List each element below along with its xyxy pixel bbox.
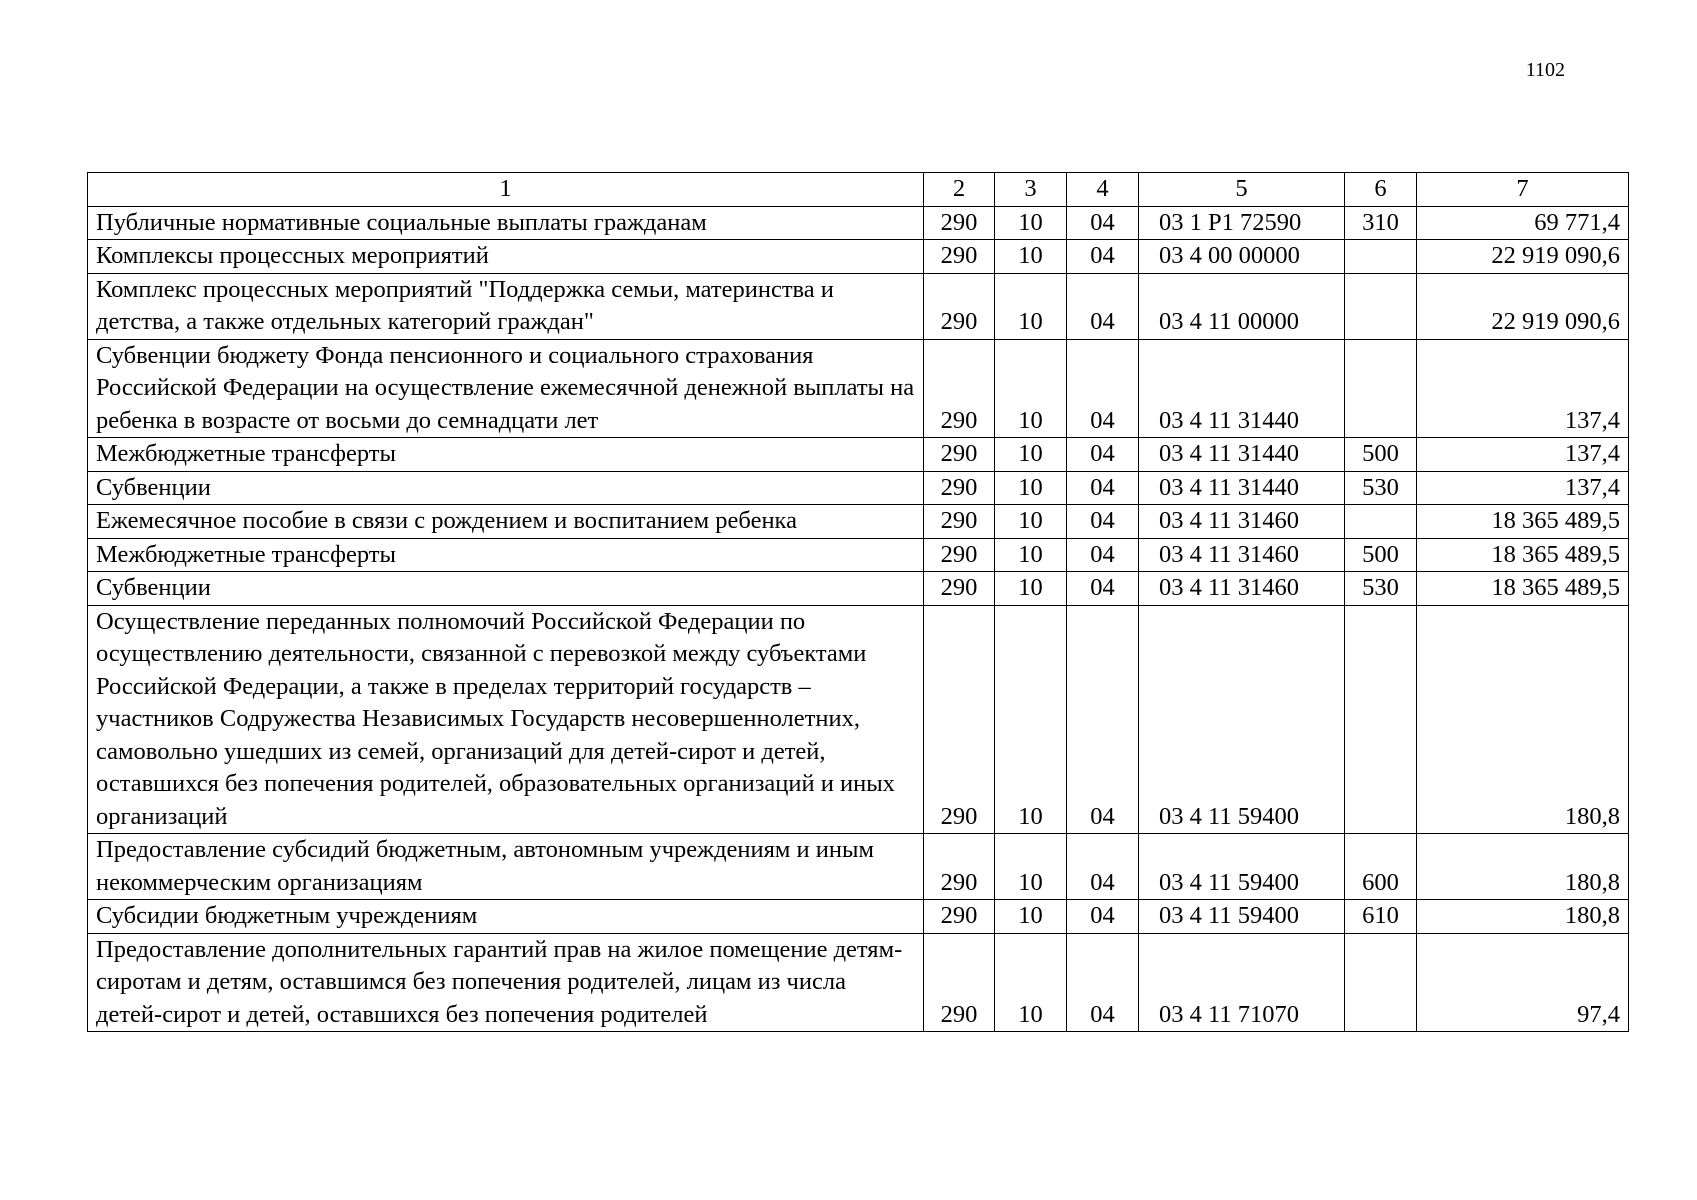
row-expense-type-cell <box>1345 240 1417 274</box>
row-ministry-code-cell: 290 <box>924 900 995 934</box>
row-name-cell: Публичные нормативные социальные выплаты гражданам <box>88 206 924 240</box>
table-row <box>88 572 1629 606</box>
header-row <box>88 173 1629 207</box>
row-ministry-code-cell: 290 <box>924 339 995 438</box>
page-number: 1102 <box>1525 59 1565 81</box>
row-section-code-cell: 10 <box>995 605 1067 834</box>
row-expense-type-cell <box>1345 273 1417 339</box>
row-subsection-code-cell: 04 <box>1067 505 1139 539</box>
row-section-code-cell: 10 <box>995 834 1067 900</box>
row-name-cell: Межбюджетные трансферты <box>88 538 924 572</box>
row-subsection-code-cell: 04 <box>1067 834 1139 900</box>
row-name-cell: Субсидии бюджетным учреждениям <box>88 900 924 934</box>
row-expense-type-cell: 500 <box>1345 438 1417 472</box>
row-name-cell: Межбюджетные трансферты <box>88 438 924 472</box>
row-name-cell: Ежемесячное пособие в связи с рождением и воспитанием ребенка <box>88 505 924 539</box>
row-subsection-code-cell: 04 <box>1067 538 1139 572</box>
row-ministry-code-cell: 290 <box>924 834 995 900</box>
row-target-article-cell: 03 4 11 31460 <box>1139 505 1345 539</box>
row-target-article-cell: 03 4 11 31460 <box>1139 538 1345 572</box>
table-row <box>88 605 1629 834</box>
row-ministry-code-cell: 290 <box>924 240 995 274</box>
row-expense-type-cell: 310 <box>1345 206 1417 240</box>
table-row <box>88 900 1629 934</box>
row-section-code-cell: 10 <box>995 900 1067 934</box>
table-row <box>88 538 1629 572</box>
column-header-5: 5 <box>1139 173 1345 207</box>
column-header-7: 7 <box>1417 173 1629 207</box>
row-amount-cell: 180,8 <box>1417 834 1629 900</box>
row-expense-type-cell <box>1345 339 1417 438</box>
row-target-article-cell: 03 4 11 00000 <box>1139 273 1345 339</box>
table-row <box>88 505 1629 539</box>
row-section-code-cell: 10 <box>995 538 1067 572</box>
row-name-cell: Предоставление дополнительных гарантий прав на жилое помещение детям-сиротам и детям, оставшимся без попечения родителей, лицам из числа детей-сирот и детей, оставшихся без попечения родителей <box>88 933 924 1032</box>
table-row <box>88 471 1629 505</box>
row-expense-type-cell: 530 <box>1345 572 1417 606</box>
row-section-code-cell: 10 <box>995 438 1067 472</box>
column-header-4: 4 <box>1067 173 1139 207</box>
row-ministry-code-cell: 290 <box>924 505 995 539</box>
row-expense-type-cell <box>1345 933 1417 1032</box>
row-name-cell: Субвенции <box>88 572 924 606</box>
row-ministry-code-cell: 290 <box>924 206 995 240</box>
row-section-code-cell: 10 <box>995 339 1067 438</box>
row-section-code-cell: 10 <box>995 572 1067 606</box>
row-name-cell: Субвенции <box>88 471 924 505</box>
table-row <box>88 206 1629 240</box>
row-name-cell: Комплексы процессных мероприятий <box>88 240 924 274</box>
row-subsection-code-cell: 04 <box>1067 206 1139 240</box>
column-header-2: 2 <box>924 173 995 207</box>
row-target-article-cell: 03 4 11 59400 <box>1139 834 1345 900</box>
row-target-article-cell: 03 4 11 31440 <box>1139 339 1345 438</box>
row-section-code-cell: 10 <box>995 505 1067 539</box>
column-header-1: 1 <box>88 173 924 207</box>
row-expense-type-cell: 600 <box>1345 834 1417 900</box>
row-target-article-cell: 03 4 00 00000 <box>1139 240 1345 274</box>
budget-table <box>87 172 1629 1032</box>
row-section-code-cell: 10 <box>995 240 1067 274</box>
row-ministry-code-cell: 290 <box>924 438 995 472</box>
row-subsection-code-cell: 04 <box>1067 471 1139 505</box>
row-amount-cell: 180,8 <box>1417 605 1629 834</box>
row-amount-cell: 22 919 090,6 <box>1417 240 1629 274</box>
row-target-article-cell: 03 1 P1 72590 <box>1139 206 1345 240</box>
row-ministry-code-cell: 290 <box>924 933 995 1032</box>
row-target-article-cell: 03 4 11 59400 <box>1139 605 1345 834</box>
table-row <box>88 834 1629 900</box>
row-expense-type-cell <box>1345 605 1417 834</box>
row-amount-cell: 180,8 <box>1417 900 1629 934</box>
row-subsection-code-cell: 04 <box>1067 438 1139 472</box>
row-name-cell: Субвенции бюджету Фонда пенсионного и социального страхования Российской Федерации на осуществление ежемесячной денежной выплаты на ребенка в возрасте от восьми до семнадцати лет <box>88 339 924 438</box>
table-row <box>88 933 1629 1032</box>
table-row <box>88 240 1629 274</box>
table-row <box>88 339 1629 438</box>
row-section-code-cell: 10 <box>995 471 1067 505</box>
row-amount-cell: 18 365 489,5 <box>1417 538 1629 572</box>
row-ministry-code-cell: 290 <box>924 572 995 606</box>
row-ministry-code-cell: 290 <box>924 471 995 505</box>
row-subsection-code-cell: 04 <box>1067 572 1139 606</box>
row-name-cell: Осуществление переданных полномочий Российской Федерации по осуществлению деятельности, связанной с перевозкой между субъектами Российской Федерации, а также в пределах территорий государств – участников Содружества Независимых Государств несовершеннолетних, самовольно ушедших из семей, организаций для детей-сирот и детей, оставшихся без попечения родителей, образовательных организаций и иных организаций <box>88 605 924 834</box>
row-target-article-cell: 03 4 11 71070 <box>1139 933 1345 1032</box>
row-ministry-code-cell: 290 <box>924 538 995 572</box>
row-subsection-code-cell: 04 <box>1067 933 1139 1032</box>
row-name-cell: Комплекс процессных мероприятий "Поддержка семьи, материнства и детства, а также отдельных категорий граждан" <box>88 273 924 339</box>
row-target-article-cell: 03 4 11 31460 <box>1139 572 1345 606</box>
row-name-cell: Предоставление субсидий бюджетным, автономным учреждениям и иным некоммерческим организациям <box>88 834 924 900</box>
row-ministry-code-cell: 290 <box>924 273 995 339</box>
row-expense-type-cell: 500 <box>1345 538 1417 572</box>
row-section-code-cell: 10 <box>995 933 1067 1032</box>
table-row <box>88 273 1629 339</box>
column-header-3: 3 <box>995 173 1067 207</box>
row-amount-cell: 137,4 <box>1417 339 1629 438</box>
table-body <box>88 206 1629 1032</box>
row-expense-type-cell: 530 <box>1345 471 1417 505</box>
row-target-article-cell: 03 4 11 59400 <box>1139 900 1345 934</box>
row-amount-cell: 137,4 <box>1417 471 1629 505</box>
row-amount-cell: 22 919 090,6 <box>1417 273 1629 339</box>
row-subsection-code-cell: 04 <box>1067 900 1139 934</box>
row-expense-type-cell: 610 <box>1345 900 1417 934</box>
row-subsection-code-cell: 04 <box>1067 339 1139 438</box>
row-expense-type-cell <box>1345 505 1417 539</box>
row-section-code-cell: 10 <box>995 206 1067 240</box>
row-amount-cell: 18 365 489,5 <box>1417 572 1629 606</box>
row-subsection-code-cell: 04 <box>1067 240 1139 274</box>
row-subsection-code-cell: 04 <box>1067 273 1139 339</box>
row-amount-cell: 137,4 <box>1417 438 1629 472</box>
row-ministry-code-cell: 290 <box>924 605 995 834</box>
row-target-article-cell: 03 4 11 31440 <box>1139 471 1345 505</box>
row-amount-cell: 69 771,4 <box>1417 206 1629 240</box>
table-row <box>88 438 1629 472</box>
column-header-6: 6 <box>1345 173 1417 207</box>
row-subsection-code-cell: 04 <box>1067 605 1139 834</box>
row-target-article-cell: 03 4 11 31440 <box>1139 438 1345 472</box>
row-amount-cell: 97,4 <box>1417 933 1629 1032</box>
row-section-code-cell: 10 <box>995 273 1067 339</box>
row-amount-cell: 18 365 489,5 <box>1417 505 1629 539</box>
